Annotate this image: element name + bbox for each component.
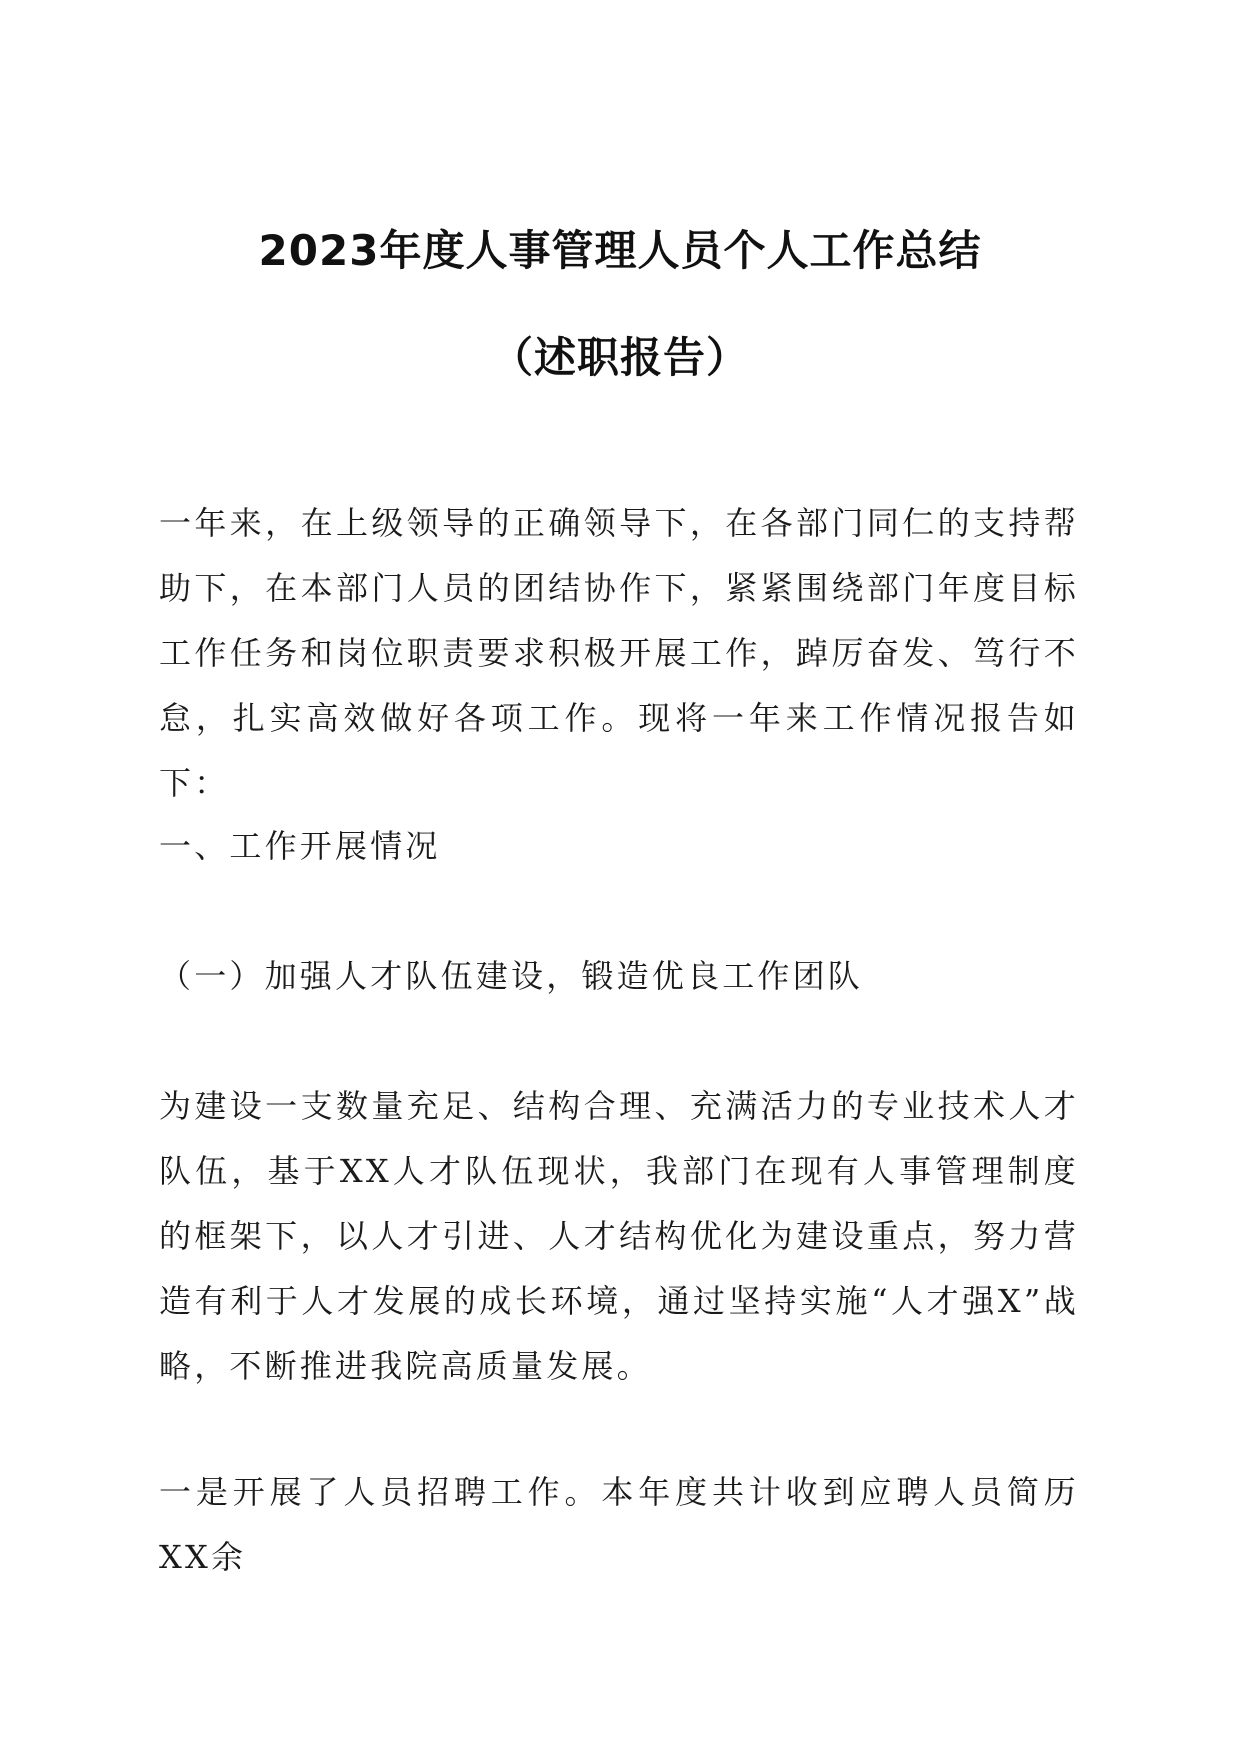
subsection-heading: （一）加强人才队伍建设，锻造优良工作团队 <box>159 957 864 995</box>
document-subtitle: （述职报告） <box>490 333 749 382</box>
body-paragraph-truncated: 一是开展了人员招聘工作。本年度共计收到应聘人员简历XX余 <box>159 1473 1079 1576</box>
body-paragraph: 为建设一支数量充足、结构合理、充满活力的专业技术人才队伍，基于XX人才队伍现状，我部门在现有人事管理制度的框架下，以人才引进、人才结构优化为建设重点，努力营造有利于人才发展的成长环境，通过坚持实施“人才强X”战略，不断推进我院高质量发展。 <box>159 1087 1079 1385</box>
document-title: 2023年度人事管理人员个人工作总结 <box>258 226 982 275</box>
intro-paragraph: 一年来，在上级领导的正确领导下，在各部门同仁的支持帮助下，在本部门人员的团结协作下，紧紧围绕部门年度目标工作任务和岗位职责要求积极开展工作，踔厉奋发、笃行不怠，扎实高效做好各项工作。现将一年来工作情况报告如下： <box>159 504 1079 802</box>
section-heading: 一、工作开展情况 <box>159 827 441 865</box>
